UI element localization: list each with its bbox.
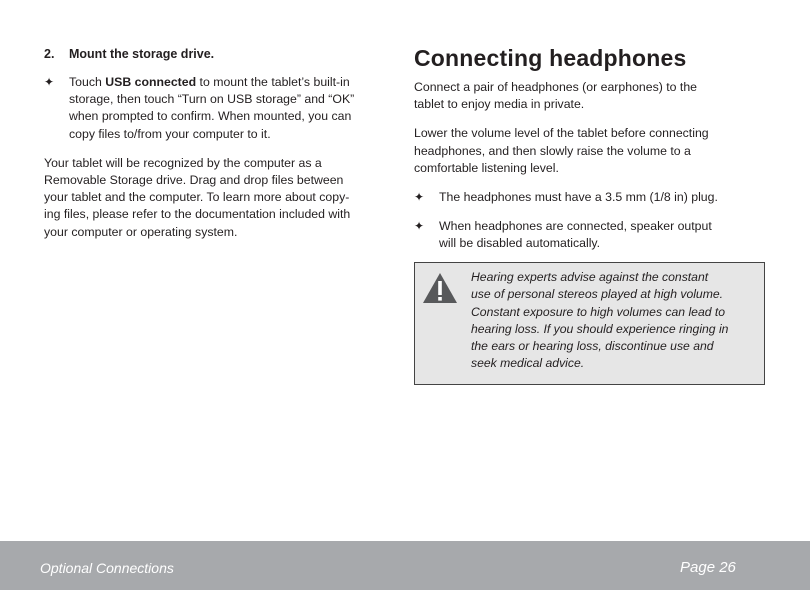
bullet-line: when prompted to confirm. When mounted, you can	[69, 109, 352, 124]
bullet-line: The headphones must have a 3.5 mm (1/8 in) plug.	[439, 190, 718, 205]
bullet-suffix: to mount the tablet’s built-in	[196, 75, 350, 89]
bullet-line	[69, 74, 379, 91]
warning-line: Constant exposure to high volumes can lead to	[471, 304, 726, 319]
paragraph-line: Lower the volume level of the tablet before connecting	[414, 126, 709, 141]
left-column	[44, 46, 379, 253]
paragraph-line: your tablet and the computer. To learn more about copy-	[44, 190, 350, 205]
warning-text	[471, 269, 735, 373]
bullet-line: will be disabled automatically.	[439, 236, 601, 251]
paragraph-line: headphones, and then slowly raise the volume to a	[414, 143, 691, 158]
step-heading	[44, 46, 379, 62]
paragraph-line: Connect a pair of headphones (or earphones) to the	[414, 80, 698, 94]
bullet-star-icon: ✦	[44, 75, 55, 89]
step-number: 2.	[44, 47, 55, 61]
warning-line: the ears or hearing loss, discontinue use and	[471, 339, 714, 354]
paragraph-line: your computer or operating system.	[44, 224, 238, 239]
bullet-line: When headphones are connected, speaker output	[439, 219, 712, 234]
step-title: Mount the storage drive.	[69, 47, 215, 61]
volume-paragraph	[414, 125, 767, 177]
bullet-star-icon: ✦	[414, 219, 425, 234]
intro-paragraph	[414, 79, 767, 113]
bullet-prefix: Touch	[69, 75, 106, 89]
bullet-star-icon: ✦	[414, 190, 425, 205]
usb-connected-label: USB connected	[105, 75, 197, 89]
warning-line: hearing loss. If you should experience ringing in	[471, 321, 729, 336]
warning-line: Hearing experts advise against the constant	[471, 270, 709, 284]
paragraph-line: ing files, please refer to the documentation included with	[44, 207, 351, 222]
paragraph-line: Removable Storage drive. Drag and drop files between	[44, 173, 344, 188]
warning-line: seek medical advice.	[471, 356, 585, 371]
paragraph-line: Your tablet will be recognized by the computer as a	[44, 155, 322, 170]
paragraph-line: comfortable listening level.	[414, 160, 559, 175]
recognition-paragraph	[44, 155, 379, 241]
warning-line: use of personal stereos played at high volume.	[471, 287, 724, 302]
paragraph-line: tablet to enjoy media in private.	[414, 97, 585, 112]
section-heading: Connecting headphones	[414, 45, 687, 71]
mount-bullet	[44, 74, 379, 143]
warning-triangle-icon	[422, 272, 458, 304]
footer-section-title: Optional Connections	[40, 560, 174, 576]
page-footer	[0, 541, 810, 590]
right-column	[414, 44, 767, 265]
bullet-line: storage, then touch “Turn on USB storage” and “OK”	[69, 92, 355, 107]
footer-page-number: Page 26	[680, 559, 736, 576]
plug-bullet	[414, 189, 767, 206]
bullet-line: copy files to/from your computer to it.	[69, 126, 271, 141]
speaker-bullet	[414, 218, 767, 252]
warning-box	[414, 262, 765, 385]
